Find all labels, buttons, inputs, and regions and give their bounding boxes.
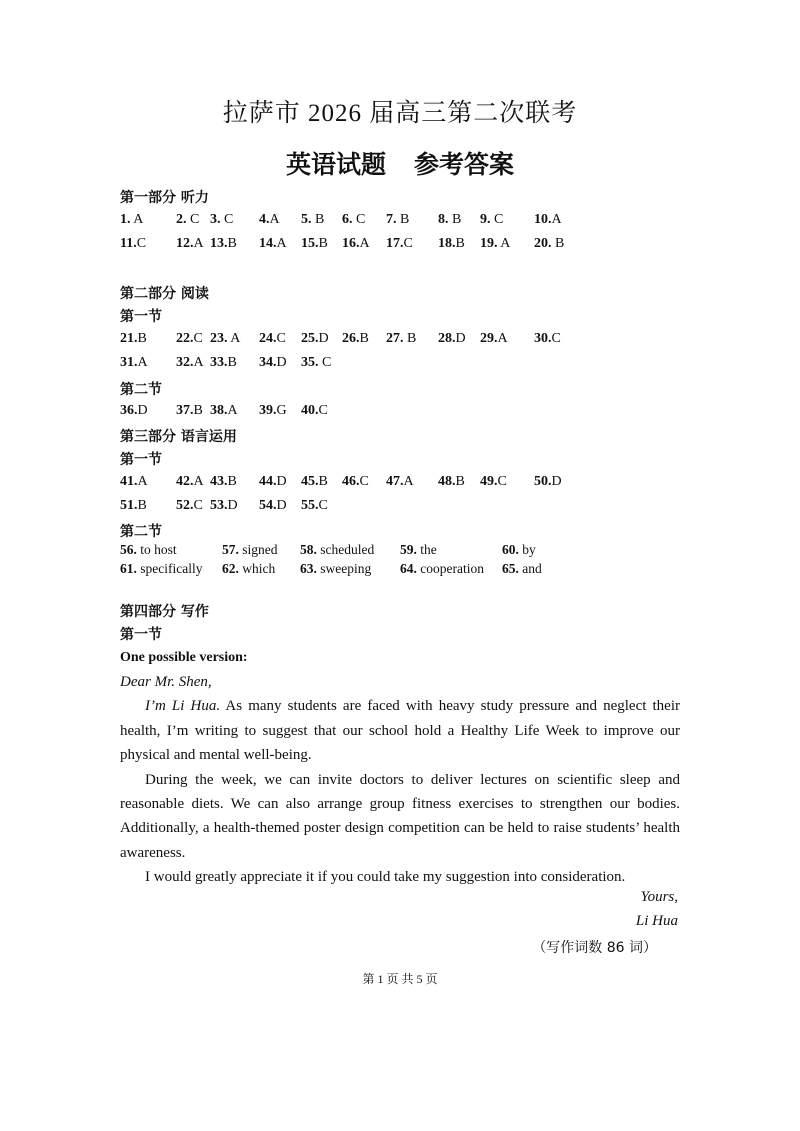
- question-number: 26.: [342, 331, 360, 346]
- answer-item: [259, 236, 287, 252]
- answer-item: [301, 403, 328, 419]
- question-number: 12.: [176, 236, 194, 251]
- question-number: 10.: [534, 212, 552, 227]
- answer-item: [259, 212, 280, 228]
- answer-item: [301, 355, 331, 371]
- answer-word: which: [238, 561, 276, 576]
- answer-letter: D: [137, 403, 148, 418]
- question-number: 42.: [176, 474, 194, 489]
- answer-letter: C: [551, 331, 561, 346]
- fill-item: [300, 561, 371, 577]
- answer-letter: A: [137, 355, 148, 370]
- question-number: 9.: [480, 212, 491, 227]
- question-number: 14.: [259, 236, 277, 251]
- question-number: 51.: [120, 498, 138, 513]
- answer-item: [176, 403, 203, 419]
- question-number: 17.: [386, 236, 404, 251]
- answer-item: [120, 212, 143, 228]
- question-number: 43.: [210, 474, 228, 489]
- answer-letter: C: [352, 212, 366, 227]
- answer-item: [176, 236, 204, 252]
- answer-item: [120, 474, 148, 490]
- answer-item: [480, 474, 507, 490]
- question-number: 19.: [480, 236, 498, 251]
- answer-item: [386, 236, 413, 252]
- question-number: 55.: [301, 498, 319, 513]
- answer-item: [176, 498, 203, 514]
- answer-letter: C: [497, 474, 507, 489]
- essay-paragraph-2: During the week, we can invite doctors to deliver lectures on scientific sleep and reasonable diets. We can also arrange group fitness exercises to strengthen our bodies. Additionally, a health-themed poster design competition can be held to raise students’ health awareness.: [120, 771, 680, 861]
- question-number: 62.: [222, 561, 239, 576]
- answer-item: [259, 355, 287, 371]
- answer-item: [438, 474, 465, 490]
- answer-item: [259, 331, 286, 347]
- answer-word: signed: [238, 542, 278, 557]
- answer-letter: B: [318, 236, 328, 251]
- answer-key-title: [0, 145, 800, 181]
- answer-letter: B: [448, 212, 462, 227]
- answer-row: [120, 236, 680, 256]
- question-number: 13.: [210, 236, 228, 251]
- question-number: 44.: [259, 474, 277, 489]
- answer-letter: C: [186, 212, 200, 227]
- answer-letter: C: [318, 355, 332, 370]
- answer-row: [120, 474, 680, 494]
- question-number: 59.: [400, 542, 417, 557]
- answer-letter: G: [276, 403, 287, 418]
- answer-item: [480, 236, 510, 252]
- question-number: 37.: [176, 403, 194, 418]
- question-number: 5.: [301, 212, 312, 227]
- question-number: 36.: [120, 403, 138, 418]
- fill-row: [120, 561, 680, 581]
- answer-word: to host: [136, 542, 177, 557]
- question-number: 15.: [301, 236, 319, 251]
- question-number: 58.: [300, 542, 317, 557]
- question-number: 39.: [259, 403, 277, 418]
- question-number: 11.: [120, 236, 137, 251]
- answer-item: [176, 212, 199, 228]
- answer-letter: C: [193, 498, 203, 513]
- answer-letter: B: [227, 474, 237, 489]
- part4-heading: 第四部分 写作: [120, 604, 209, 620]
- fill-item: [222, 561, 275, 577]
- answer-letter: C: [136, 236, 147, 251]
- answer-letter: A: [359, 236, 370, 251]
- answer-row: [120, 355, 680, 375]
- question-number: 25.: [301, 331, 319, 346]
- closing: Yours,: [640, 889, 678, 905]
- answer-letter: C: [318, 498, 328, 513]
- fill-item: [400, 561, 484, 577]
- answer-letter: C: [403, 236, 413, 251]
- answer-item: [210, 236, 237, 252]
- question-number: 53.: [210, 498, 228, 513]
- answer-item: [480, 212, 503, 228]
- answer-letter: D: [276, 498, 287, 513]
- answer-letter: C: [193, 331, 203, 346]
- answer-letter: D: [276, 474, 287, 489]
- question-number: 28.: [438, 331, 456, 346]
- page-number: 第 1 页 共 5 页: [362, 972, 438, 986]
- question-number: 30.: [534, 331, 552, 346]
- answer-word: sweeping: [316, 561, 372, 576]
- answer-item: [210, 355, 237, 371]
- answer-letter: B: [193, 403, 203, 418]
- part2-heading: 第二部分 阅读: [120, 286, 209, 302]
- answer-letter: B: [455, 236, 465, 251]
- answer-row: [120, 403, 680, 423]
- question-number: 31.: [120, 355, 138, 370]
- answer-letter: C: [276, 331, 286, 346]
- part3-section2-heading: 第二节: [120, 524, 162, 540]
- question-number: 52.: [176, 498, 194, 513]
- answer-item: [120, 236, 146, 252]
- answer-letter: A: [497, 331, 508, 346]
- fill-item: [502, 542, 536, 558]
- fill-item: [502, 561, 542, 577]
- question-number: 61.: [120, 561, 137, 576]
- answer-letter: D: [318, 331, 329, 346]
- answer-item: [210, 498, 238, 514]
- answer-letter: B: [137, 331, 147, 346]
- answer-letter: A: [193, 355, 204, 370]
- answer-item: [438, 212, 461, 228]
- answer-item: [301, 236, 328, 252]
- signature: Li Hua: [635, 913, 678, 929]
- word-count: （写作词数 86 词）: [532, 940, 657, 956]
- answer-letter: C: [318, 403, 328, 418]
- answer-item: [259, 498, 287, 514]
- answer-item: [210, 403, 238, 419]
- answer-letter: B: [227, 236, 237, 251]
- answer-item: [386, 331, 416, 347]
- answer-item: [534, 212, 562, 228]
- part2-section1-heading: 第一节: [120, 309, 162, 325]
- answer-item: [176, 474, 204, 490]
- salutation: Dear Mr. Shen,: [120, 674, 212, 690]
- subject-label: 英语试题: [285, 150, 386, 179]
- answer-item: [210, 474, 237, 490]
- question-number: 56.: [120, 542, 137, 557]
- question-number: 54.: [259, 498, 277, 513]
- question-number: 50.: [534, 474, 552, 489]
- answer-word: by: [518, 542, 536, 557]
- answer-letter: A: [137, 474, 148, 489]
- answer-letter: D: [227, 498, 238, 513]
- answer-item: [301, 331, 329, 347]
- exam-title: 拉萨市 2026 届高三第二次联考: [222, 100, 578, 127]
- answer-letter: B: [396, 212, 410, 227]
- question-number: 22.: [176, 331, 194, 346]
- answer-row: [120, 498, 680, 518]
- question-number: 24.: [259, 331, 277, 346]
- question-number: 3.: [210, 212, 221, 227]
- question-number: 23.: [210, 331, 228, 346]
- answer-item: [534, 236, 564, 252]
- answer-item: [176, 355, 204, 371]
- answer-letter: D: [455, 331, 466, 346]
- intro-name: I’m Li Hua.: [145, 698, 221, 715]
- answer-letter: C: [490, 212, 504, 227]
- answer-item: [210, 212, 233, 228]
- question-number: 64.: [400, 561, 417, 576]
- answer-item: [342, 331, 369, 347]
- fill-row: [120, 542, 680, 562]
- question-number: 7.: [386, 212, 397, 227]
- answer-letter: A: [269, 212, 280, 227]
- answer-letter: D: [276, 355, 287, 370]
- answer-letter: B: [227, 355, 237, 370]
- part4-section1-heading: 第一节: [120, 627, 162, 643]
- answer-item: [342, 474, 369, 490]
- fill-item: [300, 542, 374, 558]
- answer-label: 参考答案: [414, 150, 515, 179]
- answer-word: and: [518, 561, 542, 576]
- answer-item: [120, 403, 148, 419]
- question-number: 32.: [176, 355, 194, 370]
- fill-item: [120, 542, 177, 558]
- answer-item: [210, 331, 240, 347]
- answer-item: [438, 236, 465, 252]
- question-number: 57.: [222, 542, 239, 557]
- question-number: 29.: [480, 331, 498, 346]
- question-number: 41.: [120, 474, 138, 489]
- question-number: 63.: [300, 561, 317, 576]
- question-number: 35.: [301, 355, 319, 370]
- answer-letter: A: [130, 212, 144, 227]
- answer-letter: D: [551, 474, 562, 489]
- part3-heading: 第三部分 语言运用: [120, 429, 237, 445]
- answer-letter: A: [403, 474, 414, 489]
- question-number: 40.: [301, 403, 319, 418]
- answer-item: [534, 474, 562, 490]
- answer-item: [480, 331, 508, 347]
- question-number: 1.: [120, 212, 131, 227]
- question-number: 6.: [342, 212, 353, 227]
- question-number: 48.: [438, 474, 456, 489]
- answer-item: [386, 212, 409, 228]
- question-number: 21.: [120, 331, 138, 346]
- question-number: 4.: [259, 212, 270, 227]
- part1-heading: 第一部分 听力: [120, 190, 209, 206]
- answer-item: [176, 331, 203, 347]
- question-number: 46.: [342, 474, 360, 489]
- answer-item: [120, 331, 147, 347]
- answer-item: [534, 331, 561, 347]
- question-number: 38.: [210, 403, 228, 418]
- answer-letter: B: [311, 212, 325, 227]
- answer-word: specifically: [136, 561, 203, 576]
- answer-item: [259, 403, 287, 419]
- question-number: 2.: [176, 212, 187, 227]
- answer-word: cooperation: [416, 561, 484, 576]
- answer-letter: B: [359, 331, 369, 346]
- answer-letter: B: [318, 474, 328, 489]
- answer-item: [342, 212, 365, 228]
- fill-item: [222, 542, 278, 558]
- essay-paragraph-1: [120, 694, 680, 767]
- question-number: 34.: [259, 355, 277, 370]
- answer-letter: B: [455, 474, 465, 489]
- question-number: 49.: [480, 474, 498, 489]
- answer-letter: A: [551, 212, 562, 227]
- fill-item: [120, 561, 202, 577]
- answer-letter: C: [220, 212, 234, 227]
- answer-item: [120, 355, 148, 371]
- answer-letter: A: [497, 236, 511, 251]
- answer-row: [120, 331, 680, 351]
- answer-letter: A: [276, 236, 287, 251]
- fill-item: [400, 542, 437, 558]
- answer-item: [438, 331, 466, 347]
- answer-letter: B: [137, 498, 147, 513]
- answer-item: [301, 474, 328, 490]
- question-number: 65.: [502, 561, 519, 576]
- answer-item: [259, 474, 287, 490]
- answer-item: [120, 498, 147, 514]
- question-number: 27.: [386, 331, 404, 346]
- question-number: 47.: [386, 474, 404, 489]
- answer-letter: A: [227, 331, 241, 346]
- essay-paragraph-3: I would greatly appreciate it if you could take my suggestion into consideration.: [145, 869, 626, 886]
- essay: [120, 670, 680, 890]
- question-number: 16.: [342, 236, 360, 251]
- answer-letter: B: [403, 331, 417, 346]
- question-number: 60.: [502, 542, 519, 557]
- answer-letter: A: [193, 236, 204, 251]
- answer-letter: A: [227, 403, 238, 418]
- answer-word: scheduled: [316, 542, 375, 557]
- question-number: 20.: [534, 236, 552, 251]
- version-label: One possible version:: [120, 650, 248, 665]
- answer-item: [301, 498, 328, 514]
- question-number: 45.: [301, 474, 319, 489]
- question-number: 8.: [438, 212, 449, 227]
- question-number: 18.: [438, 236, 456, 251]
- answer-letter: A: [193, 474, 204, 489]
- answer-item: [301, 212, 324, 228]
- answer-letter: B: [551, 236, 565, 251]
- answer-item: [342, 236, 370, 252]
- part2-section2-heading: 第二节: [120, 382, 162, 398]
- answer-row: [120, 212, 680, 232]
- answer-word: the: [416, 542, 437, 557]
- answer-letter: C: [359, 474, 369, 489]
- question-number: 33.: [210, 355, 228, 370]
- part3-section1-heading: 第一节: [120, 452, 162, 468]
- paragraph-1-text: As many students are faced with heavy study pressure and neglect their health, I’m writing to suggest that our school hold a Healthy Life Week to improve our physical and mental well-being.: [120, 698, 680, 764]
- answer-item: [386, 474, 414, 490]
